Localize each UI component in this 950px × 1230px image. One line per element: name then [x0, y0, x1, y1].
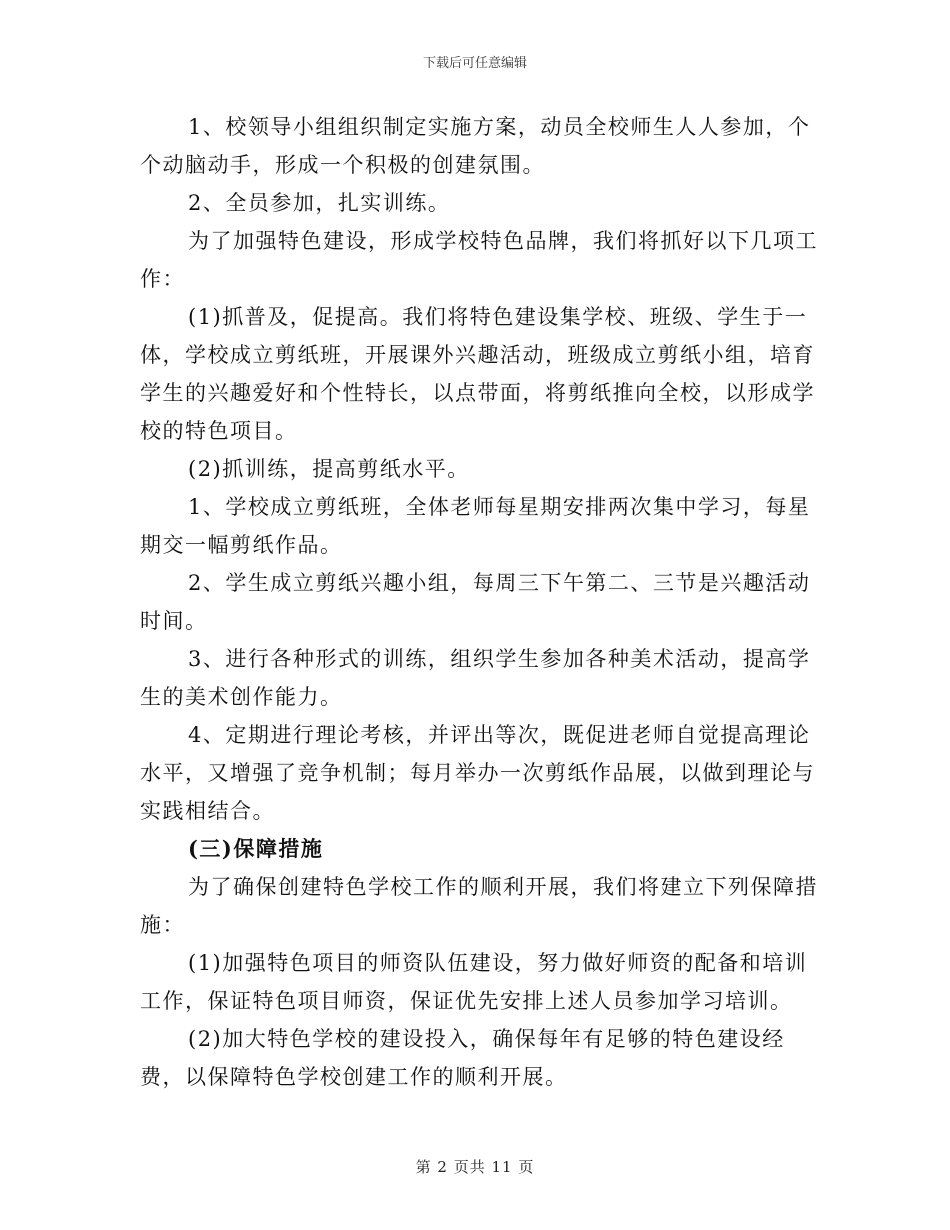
page-header: 下载后可任意编辑: [422, 56, 527, 71]
document-body: [140, 108, 820, 1096]
paragraph-5: (2)抓训练，提高剪纸水平。: [188, 457, 470, 481]
paragraph-6: 1、学校成立剪纸班，全体老师每星期安排两次集中学习，每星期交一幅剪纸作品。: [140, 495, 811, 557]
paragraph-3: 为了加强特色建设，形成学校特色品牌，我们将抓好以下几项工作：: [140, 229, 818, 291]
paragraph-7: 2、学生成立剪纸兴趣小组，每周三下午第二、三节是兴趣活动时间。: [140, 571, 811, 633]
paragraph-1: 1、校领导小组组织制定实施方案，动员全校师生人人参加，个个动脑动手，形成一个积极的创建氛围。: [140, 115, 811, 177]
section-heading: (三)保障措施: [188, 836, 324, 861]
paragraph-12: (1)加强特色项目的师资队伍建设，努力做好师资的配备和培训工作，保证特色项目师资，保证优先安排上述人员参加学习培训。: [140, 951, 808, 1013]
paragraph-8: 3、进行各种形式的训练，组织学生参加各种美术活动，提高学生的美术创作能力。: [140, 647, 811, 709]
paragraph-2: 2、全员参加，扎实训练。: [188, 191, 451, 215]
paragraph-9: 4、定期进行理论考核，并评出等次，既促进老师自觉提高理论水平，又增强了竞争机制；每月举办一次剪纸作品展，以做到理论与实践相结合。: [140, 723, 815, 823]
paragraph-13: (2)加大特色学校的建设投入，确保每年有足够的特色建设经费，以保障特色学校创建工作的顺利开展。: [140, 1027, 785, 1089]
page-number: 第 2 页共 11 页: [415, 1158, 535, 1176]
paragraph-11: 为了确保创建特色学校工作的顺利开展，我们将建立下列保障措施：: [140, 875, 818, 937]
paragraph-4: (1)抓普及，促提高。我们将特色建设集学校、班级、学生于一体，学校成立剪纸班，开展课外兴趣活动，班级成立剪纸小组，培育学生的兴趣爱好和个性特长，以点带面，将剪纸推向全校，以形成学校的特色项目。: [140, 305, 815, 443]
